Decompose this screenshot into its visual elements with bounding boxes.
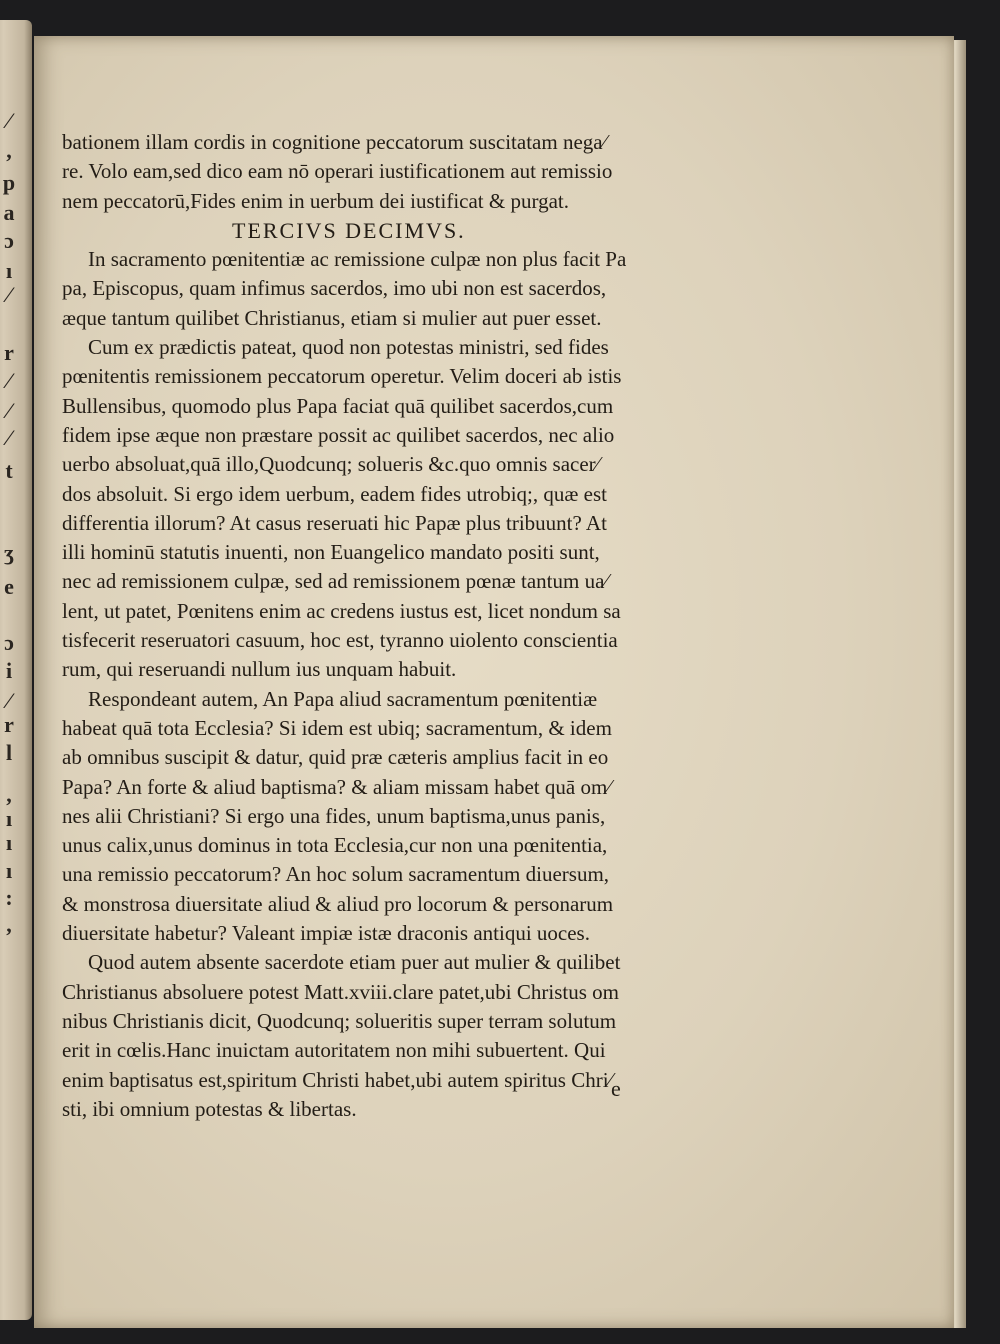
text-line: uerbo absoluat,quā illo,Quodcunq; solueris &c.quo omnis sacer⁄ bbox=[62, 452, 600, 477]
facing-page-glyph: a bbox=[3, 200, 15, 225]
facing-page-glyph: ⁄ bbox=[7, 282, 11, 307]
text-line: una remissio peccatorum? An hoc solum sacramentum diuersum, bbox=[62, 862, 610, 887]
text-line: enim baptisatus est,spiritum Christi habet,ubi autem spiritus Chri⁄ bbox=[62, 1067, 613, 1092]
facing-page-glyph: ⁄ bbox=[7, 425, 11, 450]
facing-page-glyph: : bbox=[5, 885, 13, 910]
facing-page-glyph: i bbox=[5, 658, 13, 683]
text-line: nem peccatorū,Fides enim in uerbum dei iustificat & purgat. bbox=[62, 188, 569, 213]
text-line: nec ad remissionem culpæ, sed ad remissionem pœnæ tantum ua⁄ bbox=[62, 569, 608, 594]
text-line: differentia illorum? At casus reseruati hic Papæ plus tribuunt? At bbox=[62, 510, 607, 535]
signature-mark: e bbox=[611, 1076, 621, 1101]
facing-page-glyph: ⁄ bbox=[7, 688, 11, 713]
facing-page-glyph: r bbox=[4, 712, 14, 737]
facing-page-glyph: r bbox=[4, 340, 14, 365]
facing-page-glyph: ⁄ bbox=[7, 368, 11, 393]
text-line: Cum ex prædictis pateat, quod non potestas ministri, sed fides bbox=[88, 335, 609, 360]
facing-page-glyph: ı bbox=[5, 258, 13, 283]
text-line: Christianus absoluere potest Matt.xviii.clare patet,ubi Christus om bbox=[62, 979, 619, 1004]
facing-page-glyph: e bbox=[4, 574, 14, 599]
facing-page-glyph: ı bbox=[5, 806, 13, 831]
text-line: unus calix,unus dominus in tota Ecclesia,cur non una pœnitentia, bbox=[62, 833, 608, 858]
text-line: diuersitate habetur? Valeant impiæ istæ draconis antiqui uoces. bbox=[62, 921, 590, 946]
text-line: & monstrosa diuersitate aliud & aliud pro locorum & personarum bbox=[62, 891, 614, 916]
section-heading: TERCIVS DECIMVS. bbox=[232, 217, 466, 243]
text-line: habeat quā tota Ecclesia? Si idem est ubiq; sacramentum, & idem bbox=[62, 715, 612, 740]
facing-page-glyph: ʒ bbox=[3, 540, 15, 565]
text-line: lent, ut patet, Pœnitens enim ac credens iustus est, licet nondum sa bbox=[62, 598, 621, 623]
text-line: illi hominū statutis inuenti, non Euangelico mandato positi sunt, bbox=[62, 540, 600, 565]
facing-page-glyph: ⁄ bbox=[7, 108, 11, 133]
facing-page-glyph: ɔ bbox=[4, 630, 14, 655]
text-line: fidem ipse æque non præstare possit ac quilibet sacerdos, nec alio bbox=[62, 422, 615, 447]
text-line: dos absoluit. Si ergo idem uerbum, eadem fides utrobiq;, quæ est bbox=[62, 481, 607, 506]
text-line: nes alii Christiani? Si ergo una fides, unum baptisma,unus panis, bbox=[62, 803, 606, 828]
text-line: erit in cœlis.Hanc inuictam autoritatem non mihi subuertent. Qui bbox=[62, 1038, 606, 1063]
text-line: pœnitentis remissionem peccatorum operetur. Velim doceri ab istis bbox=[62, 364, 622, 389]
text-line: pa, Episcopus, quam infimus sacerdos, imo ubi non est sacerdos, bbox=[62, 276, 607, 301]
facing-page-glyph: ɔ bbox=[4, 228, 14, 253]
text-line: re. Volo eam,sed dico eam nō operari iustificationem aut remissio bbox=[62, 159, 613, 184]
text-line: Quod autem absente sacerdote etiam puer aut mulier & quilibet bbox=[88, 950, 621, 975]
text-line: Bullensibus, quomodo plus Papa faciat quā quilibet sacerdos,cum bbox=[62, 393, 614, 418]
page-text bbox=[62, 128, 742, 1124]
facing-page-glyph: , bbox=[6, 782, 12, 807]
text-line: æque tantum quilibet Christianus, etiam si mulier aut puer esset. bbox=[62, 305, 602, 330]
text-line: ab omnibus suscipit & datur, quid præ cæteris amplius facit in eo bbox=[62, 745, 609, 770]
text-line: sti, ibi omnium potestas & libertas. bbox=[62, 1096, 357, 1121]
facing-page-glyph: ı bbox=[5, 830, 13, 855]
facing-page-glyph: ı bbox=[5, 858, 13, 883]
facing-page-glyph: t bbox=[5, 458, 13, 483]
facing-page-glyph: l bbox=[5, 740, 13, 765]
text-line: Respondeant autem, An Papa aliud sacramentum pœnitentiæ bbox=[88, 686, 598, 711]
text-line: tisfecerit reseruatori casuum, hoc est, tyranno uiolento conscientia bbox=[62, 628, 618, 653]
facing-page-glyph: , bbox=[6, 138, 12, 163]
facing-page-glyph: ⁄ bbox=[7, 398, 11, 423]
text-line: Papa? An forte & aliud baptisma? & aliam missam habet quā om⁄ bbox=[62, 774, 611, 799]
facing-page-glyph: , bbox=[6, 912, 12, 937]
text-line: bationem illam cordis in cognitione peccatorum suscitatam nega⁄ bbox=[62, 130, 607, 154]
text-line: In sacramento pœnitentiæ ac remissione culpæ non plus facit Pa bbox=[88, 247, 627, 272]
text-line: nibus Christianis dicit, Quodcunq; solueritis super terram solutum bbox=[62, 1008, 617, 1033]
facing-page-glyph: p bbox=[2, 170, 16, 195]
text-line: rum, qui reseruandi nullum ius unquam habuit. bbox=[62, 657, 457, 682]
